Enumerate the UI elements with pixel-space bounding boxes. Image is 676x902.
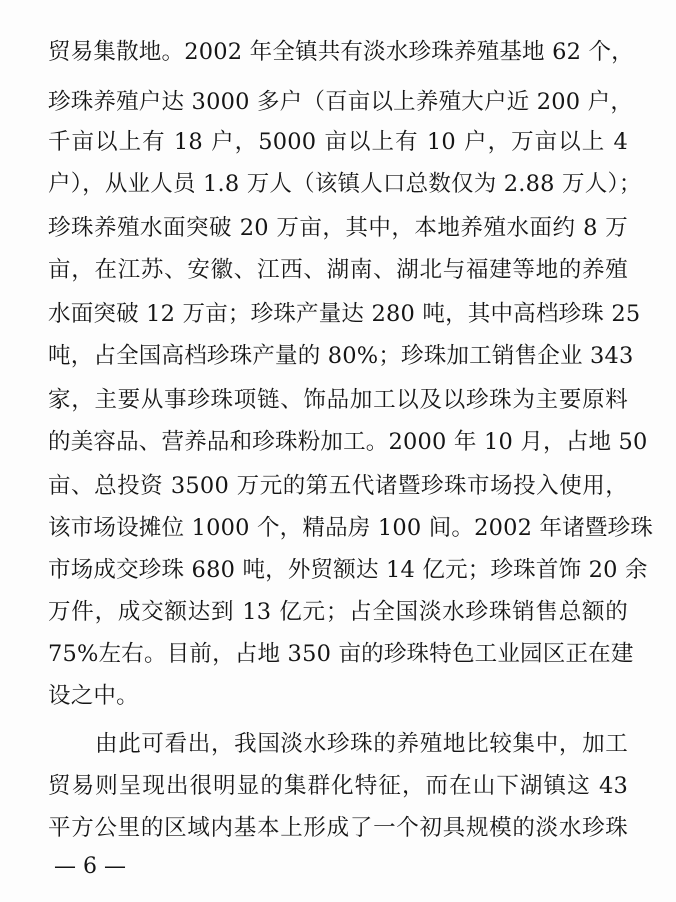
text-line: 户），从业人员 1.8 万人（该镇人口总数仅为 2.88 万人）；: [48, 171, 642, 197]
text-line: 珍珠养殖水面突破 20 万亩，其中，本地养殖水面约 8 万: [48, 215, 628, 241]
text-line: 设之中。: [48, 683, 139, 709]
text-line: 由此可看出，我国淡水珍珠的养殖地比较集中，加工: [95, 731, 628, 757]
text-line: 平方公里的区域内基本上形成了一个初具规模的淡水珍珠: [48, 815, 628, 841]
text-line: 吨，占全国高档珍珠产量的 80%；珍珠加工销售企业 343: [48, 343, 634, 369]
page-number: — 6 —: [54, 854, 126, 879]
text-line: 亩，在江苏、安徽、江西、湖南、湖北与福建等地的养殖: [48, 257, 628, 283]
text-line: 的美容品、营养品和珍珠粉加工。2000 年 10 月，占地 50: [48, 429, 648, 455]
text-line: 万件，成交额达到 13 亿元；占全国淡水珍珠销售总额的: [48, 599, 628, 625]
text-line: 75%左右。目前，占地 350 亩的珍珠特色工业园区正在建: [48, 641, 634, 667]
text-line: 贸易则呈现出很明显的集群化特征，而在山下湖镇这 43: [48, 773, 628, 799]
text-line: 家，主要从事珍珠项链、饰品加工以及以珍珠为主要原料: [48, 387, 628, 413]
text-line: 珍珠养殖户达 3000 多户（百亩以上养殖大户近 200 户，: [48, 89, 634, 115]
text-line: 市场成交珍珠 680 吨，外贸额达 14 亿元；珍珠首饰 20 余: [48, 557, 648, 583]
text-line: 千亩以上有 18 户，5000 亩以上有 10 户，万亩以上 4: [48, 129, 628, 155]
text-line: 贸易集散地。2002 年全镇共有淡水珍珠养殖基地 62 个，: [48, 39, 634, 65]
text-line: 该市场设摊位 1000 个，精品房 100 间。2002 年诸暨珍珠: [48, 515, 654, 541]
text-line: 亩、总投资 3500 万元的第五代诸暨珍珠市场投入使用，: [48, 473, 628, 499]
text-line: 水面突破 12 万亩；珍珠产量达 280 吨，其中高档珍珠 25: [48, 301, 641, 327]
